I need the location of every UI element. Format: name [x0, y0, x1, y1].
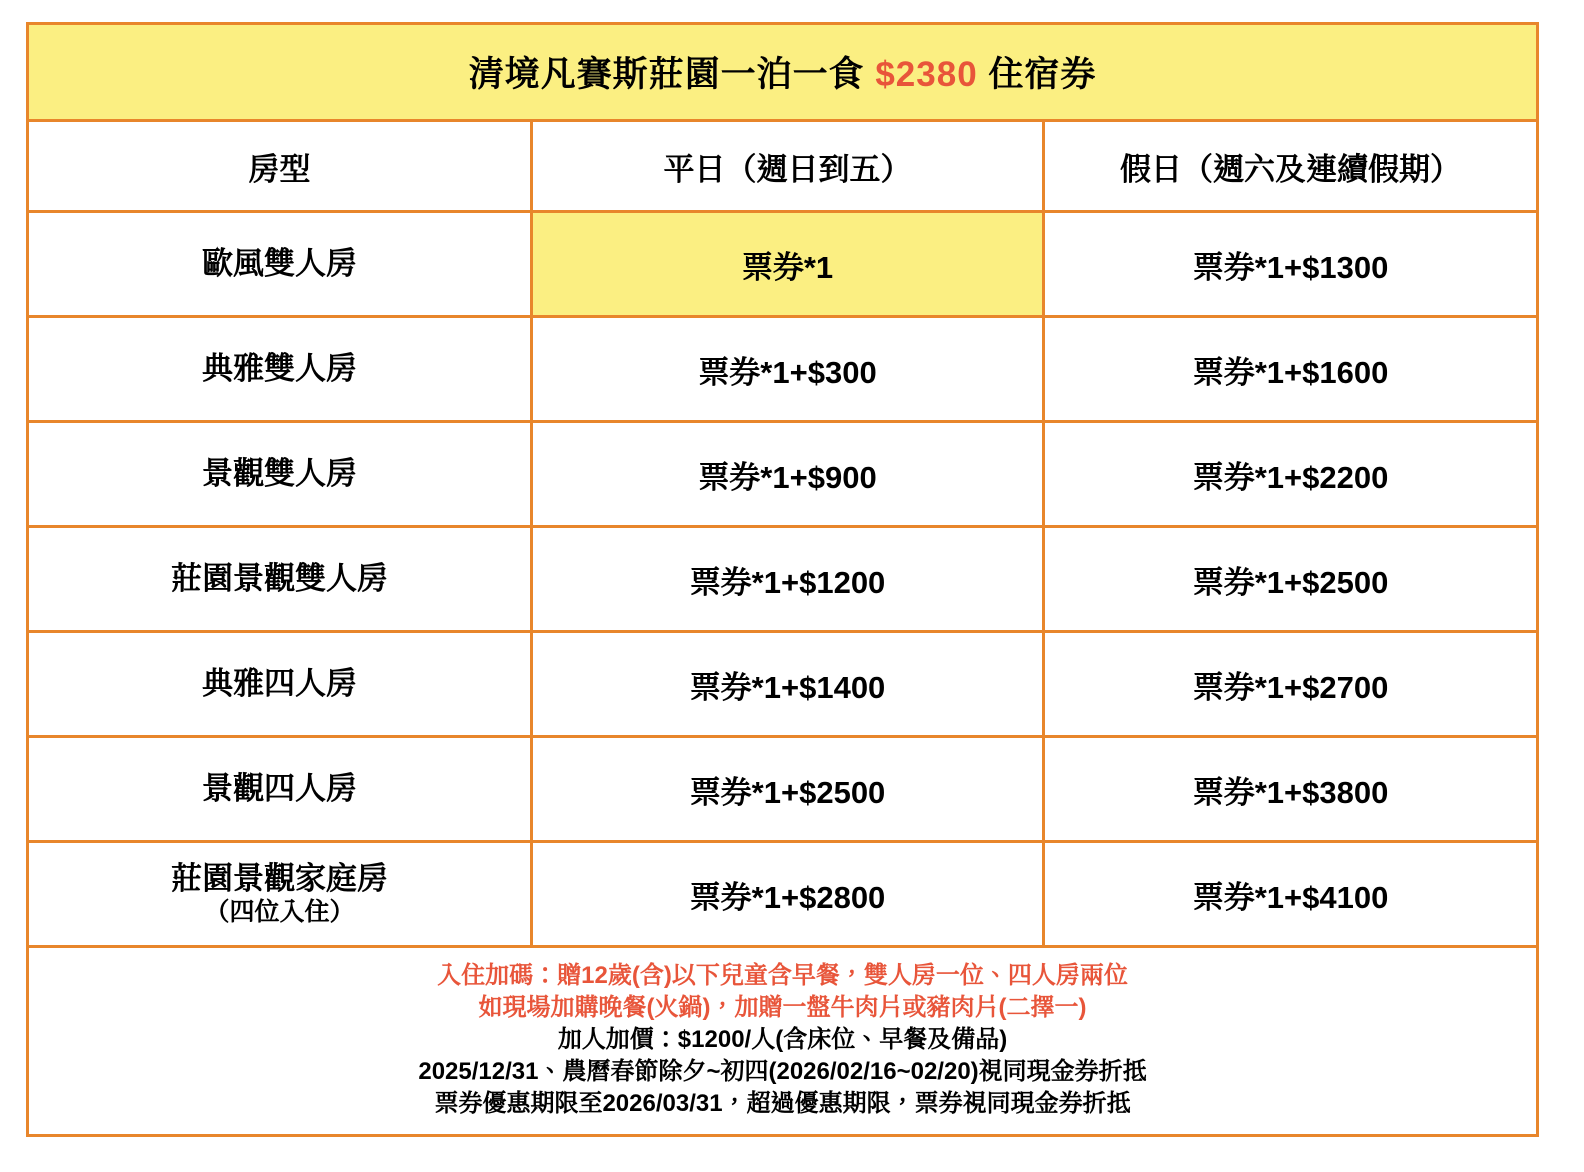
table-row — [28, 842, 1538, 947]
holiday-price-cell: 票券*1+$1600 — [1044, 317, 1538, 422]
table-row — [28, 737, 1538, 842]
room-type-label: 莊園景觀家庭房 — [171, 861, 388, 897]
holiday-price-cell: 票券*1+$2700 — [1044, 632, 1538, 737]
room-type-label: 典雅雙人房 — [202, 351, 357, 387]
room-type-label: 莊園景觀雙人房 — [171, 561, 388, 597]
holiday-price-cell: 票券*1+$1300 — [1044, 212, 1538, 317]
room-type-cell — [28, 422, 532, 527]
weekday-price-cell: 票券*1+$900 — [532, 422, 1044, 527]
table-row — [28, 422, 1538, 527]
weekday-price-cell: 票券*1+$1400 — [532, 632, 1044, 737]
note-line: 入住加碼：贈12歲(含)以下兒童含早餐，雙人房一位、四人房兩位 — [437, 962, 1128, 989]
weekday-price-cell: 票券*1+$1200 — [532, 527, 1044, 632]
weekday-price-cell: 票券*1+$2500 — [532, 737, 1044, 842]
room-type-cell — [28, 632, 532, 737]
room-type-label: 景觀四人房 — [202, 771, 357, 807]
holiday-price-cell: 票券*1+$2200 — [1044, 422, 1538, 527]
weekday-price-cell: 票券*1+$300 — [532, 317, 1044, 422]
holiday-price-cell: 票券*1+$2500 — [1044, 527, 1538, 632]
title-amount: $2380 — [875, 55, 978, 94]
note-line: 2025/12/31、農曆春節除夕~初四(2026/02/16~02/20)視同現金券折抵 — [418, 1057, 1147, 1085]
table-row — [28, 632, 1538, 737]
room-type-label: 歐風雙人房 — [202, 246, 357, 282]
column-header-room: 房型 — [28, 121, 532, 212]
notes-cell — [28, 947, 1538, 1136]
weekday-price-cell: 票券*1 — [532, 212, 1044, 317]
title-suffix: 住宿券 — [977, 55, 1097, 94]
price-table-body — [28, 24, 1538, 1136]
column-header-weekday: 平日（週日到五） — [532, 121, 1044, 212]
room-type-cell — [28, 212, 532, 317]
holiday-price-cell: 票券*1+$4100 — [1044, 842, 1538, 947]
room-type-label: 景觀雙人房 — [202, 456, 357, 492]
notes-row — [28, 947, 1538, 1136]
note-line: 加人加價：$1200/人(含床位、早餐及備品) — [557, 1025, 1008, 1053]
room-type-cell — [28, 737, 532, 842]
room-type-label: 典雅四人房 — [202, 666, 357, 702]
column-header-holiday: 假日（週六及連續假期） — [1044, 121, 1538, 212]
table-header-row — [28, 121, 1538, 212]
table-row — [28, 212, 1538, 317]
note-line: 票券優惠期限至2026/03/31，超過優惠期限，票券視同現金券折抵 — [434, 1089, 1131, 1117]
holiday-price-cell: 票券*1+$3800 — [1044, 737, 1538, 842]
title-row — [28, 24, 1538, 121]
weekday-price-cell: 票券*1+$2800 — [532, 842, 1044, 947]
room-type-cell — [28, 527, 532, 632]
room-type-cell — [28, 317, 532, 422]
note-line: 如現場加購晚餐(火鍋)，加贈一盤牛肉片或豬肉片(二擇一) — [478, 993, 1087, 1021]
price-table — [26, 22, 1539, 1137]
table-row — [28, 317, 1538, 422]
room-type-sublabel: （四位入住） — [204, 897, 355, 926]
room-type-cell — [28, 842, 532, 947]
title-prefix: 清境凡賽斯莊園一泊一食 — [468, 55, 876, 94]
page-title — [28, 24, 1538, 121]
table-row — [28, 527, 1538, 632]
